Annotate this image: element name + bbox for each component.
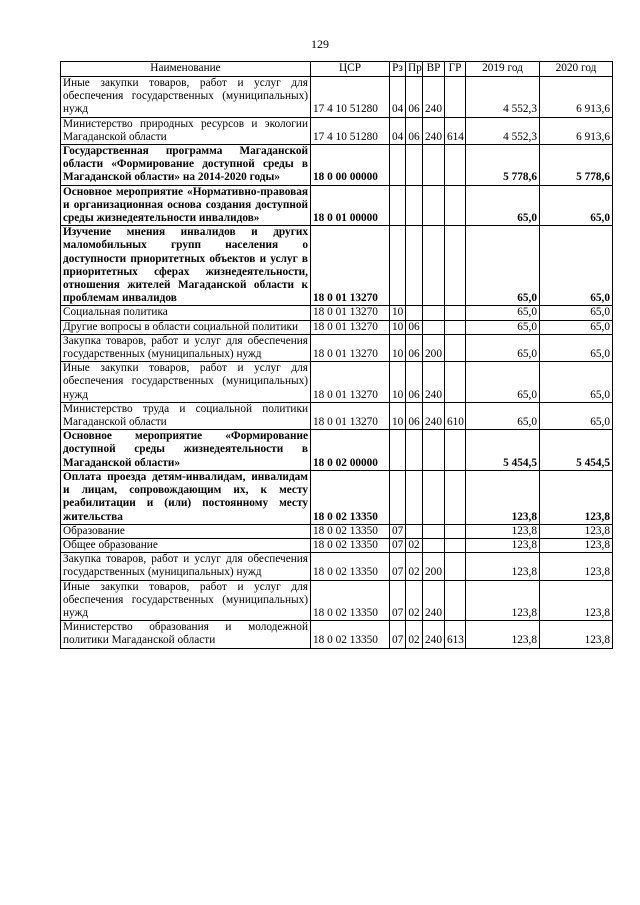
- cell-gr: [445, 524, 466, 538]
- cell-vr: 240: [423, 362, 445, 403]
- cell-csr: 18 0 01 13270: [311, 334, 390, 361]
- cell-pr: [406, 226, 423, 306]
- cell-csr: 18 0 01 13270: [311, 402, 390, 429]
- cell-gr: [445, 320, 466, 334]
- cell-csr: 18 0 01 13270: [311, 362, 390, 403]
- cell-name: Министерство труда и социальной политики Магаданской области: [61, 402, 311, 429]
- cell-2020: 65,0: [540, 334, 613, 361]
- cell-2019: 65,0: [466, 402, 540, 429]
- cell-name: Основное мероприятие «Формирование доступной среды жизнедеятельности в Магаданской области»: [61, 430, 311, 471]
- cell-name: Министерство образования и молодежной политики Магаданской области: [61, 621, 311, 648]
- cell-name: Закупка товаров, работ и услуг для обеспечения государственных (муниципальных) нужд: [61, 334, 311, 361]
- cell-2020: 6 913,6: [540, 117, 613, 144]
- cell-name: Основное мероприятие «Нормативно-правовая и организационная основа создания доступной среды жизнедеятельности инвалидов»: [61, 185, 311, 226]
- table-row: [61, 402, 613, 429]
- cell-pr: [406, 145, 423, 186]
- cell-pr: 06: [406, 402, 423, 429]
- table-row: [61, 117, 613, 144]
- cell-2019: 123,8: [466, 621, 540, 648]
- cell-name: Оплата проезда детям-инвалидам, инвалидам и лицам, сопровождающим их, к месту реабилитации и (или) постоянному месту жительства: [61, 470, 311, 524]
- cell-rz: 10: [390, 362, 406, 403]
- cell-gr: [445, 553, 466, 580]
- cell-csr: 18 0 02 13350: [311, 621, 390, 648]
- cell-name: Иные закупки товаров, работ и услуг для обеспечения государственных (муниципальных) нужд: [61, 580, 311, 621]
- cell-2019: 5 454,5: [466, 430, 540, 471]
- header-csr: ЦСР: [311, 62, 390, 77]
- table-row: [61, 553, 613, 580]
- cell-vr: [423, 306, 445, 320]
- cell-name: Закупка товаров, работ и услуг для обеспечения государственных (муниципальных) нужд: [61, 553, 311, 580]
- cell-csr: 18 0 02 13350: [311, 524, 390, 538]
- cell-2020: 123,8: [540, 621, 613, 648]
- cell-gr: 610: [445, 402, 466, 429]
- cell-csr: 18 0 00 00000: [311, 145, 390, 186]
- cell-2020: 65,0: [540, 226, 613, 306]
- cell-gr: [445, 145, 466, 186]
- cell-rz: 07: [390, 621, 406, 648]
- cell-csr: 18 0 02 13350: [311, 470, 390, 524]
- cell-vr: [423, 145, 445, 186]
- cell-vr: [423, 538, 445, 552]
- cell-name: Иные закупки товаров, работ и услуг для обеспечения государственных (муниципальных) нужд: [61, 77, 311, 118]
- cell-2019: 123,8: [466, 538, 540, 552]
- cell-rz: 10: [390, 402, 406, 429]
- cell-2019: 4 552,3: [466, 117, 540, 144]
- cell-pr: [406, 430, 423, 471]
- table-row: [61, 306, 613, 320]
- cell-vr: [423, 226, 445, 306]
- cell-csr: 18 0 02 13350: [311, 580, 390, 621]
- cell-pr: 06: [406, 362, 423, 403]
- cell-rz: 07: [390, 553, 406, 580]
- cell-rz: [390, 226, 406, 306]
- cell-rz: 07: [390, 580, 406, 621]
- table-row: [61, 145, 613, 186]
- cell-2019: 65,0: [466, 362, 540, 403]
- cell-gr: 614: [445, 117, 466, 144]
- cell-rz: 10: [390, 306, 406, 320]
- cell-csr: 17 4 10 51280: [311, 77, 390, 118]
- cell-vr: 200: [423, 334, 445, 361]
- table-row: [61, 77, 613, 118]
- cell-csr: 18 0 02 00000: [311, 430, 390, 471]
- table-body: [61, 77, 613, 649]
- table-header-row: [61, 62, 613, 77]
- table-row: [61, 334, 613, 361]
- table-row: [61, 621, 613, 648]
- cell-2019: 5 778,6: [466, 145, 540, 186]
- cell-csr: 18 0 01 13270: [311, 320, 390, 334]
- cell-pr: 06: [406, 320, 423, 334]
- cell-2020: 65,0: [540, 320, 613, 334]
- cell-gr: [445, 185, 466, 226]
- cell-csr: 18 0 01 13270: [311, 306, 390, 320]
- cell-csr: 18 0 02 13350: [311, 538, 390, 552]
- cell-vr: 240: [423, 77, 445, 118]
- cell-rz: [390, 145, 406, 186]
- cell-2019: 65,0: [466, 334, 540, 361]
- cell-rz: [390, 430, 406, 471]
- cell-pr: 06: [406, 117, 423, 144]
- cell-csr: 18 0 01 00000: [311, 185, 390, 226]
- cell-2020: 123,8: [540, 470, 613, 524]
- cell-rz: [390, 470, 406, 524]
- table-row: [61, 580, 613, 621]
- cell-vr: 200: [423, 553, 445, 580]
- cell-2019: 65,0: [466, 306, 540, 320]
- cell-rz: 10: [390, 334, 406, 361]
- header-rz: Рз: [390, 62, 406, 77]
- cell-vr: [423, 320, 445, 334]
- cell-gr: [445, 538, 466, 552]
- cell-2020: 123,8: [540, 553, 613, 580]
- header-name: Наименование: [61, 62, 311, 77]
- cell-2019: 65,0: [466, 226, 540, 306]
- cell-rz: 04: [390, 77, 406, 118]
- header-2020: 2020 год: [540, 62, 613, 77]
- cell-gr: [445, 226, 466, 306]
- cell-pr: 06: [406, 334, 423, 361]
- cell-2019: 4 552,3: [466, 77, 540, 118]
- cell-2019: 123,8: [466, 470, 540, 524]
- cell-rz: 10: [390, 320, 406, 334]
- cell-csr: 18 0 01 13270: [311, 226, 390, 306]
- cell-rz: [390, 185, 406, 226]
- cell-2019: 123,8: [466, 553, 540, 580]
- cell-2020: 123,8: [540, 538, 613, 552]
- cell-csr: 17 4 10 51280: [311, 117, 390, 144]
- cell-csr: 18 0 02 13350: [311, 553, 390, 580]
- cell-name: Иные закупки товаров, работ и услуг для обеспечения государственных (муниципальных) нужд: [61, 362, 311, 403]
- cell-pr: 02: [406, 580, 423, 621]
- cell-pr: [406, 524, 423, 538]
- table-row: [61, 226, 613, 306]
- cell-vr: 240: [423, 580, 445, 621]
- cell-gr: [445, 334, 466, 361]
- cell-pr: 02: [406, 553, 423, 580]
- cell-name: Государственная программа Магаданской области «Формирование доступной среды в Магаданской области» на 2014-2020 годы»: [61, 145, 311, 186]
- cell-2020: 5 454,5: [540, 430, 613, 471]
- cell-vr: [423, 470, 445, 524]
- table-row: [61, 362, 613, 403]
- cell-pr: [406, 185, 423, 226]
- cell-pr: 06: [406, 77, 423, 118]
- cell-vr: 240: [423, 117, 445, 144]
- table-row: [61, 320, 613, 334]
- header-pr: Пр: [406, 62, 423, 77]
- cell-name: Изучение мнения инвалидов и других маломобильных групп населения о доступности приоритетных объектов и услуг в приоритетных сферах жизнедеятельности, отношения жителей Магаданской области к проблемам инвалидов: [61, 226, 311, 306]
- table-row: [61, 185, 613, 226]
- cell-pr: [406, 470, 423, 524]
- cell-2020: 65,0: [540, 185, 613, 226]
- cell-gr: [445, 362, 466, 403]
- cell-vr: 240: [423, 621, 445, 648]
- cell-2020: 65,0: [540, 362, 613, 403]
- cell-pr: 02: [406, 538, 423, 552]
- cell-name: Другие вопросы в области социальной политики: [61, 320, 311, 334]
- cell-2020: 123,8: [540, 524, 613, 538]
- header-2019: 2019 год: [466, 62, 540, 77]
- cell-gr: [445, 306, 466, 320]
- cell-name: Министерство природных ресурсов и экологии Магаданской области: [61, 117, 311, 144]
- table-row: [61, 538, 613, 552]
- cell-gr: [445, 77, 466, 118]
- cell-name: Общее образование: [61, 538, 311, 552]
- cell-vr: [423, 430, 445, 471]
- table-row: [61, 470, 613, 524]
- cell-rz: 07: [390, 538, 406, 552]
- table-row: [61, 524, 613, 538]
- cell-name: Образование: [61, 524, 311, 538]
- header-vr: ВР: [423, 62, 445, 77]
- cell-pr: 02: [406, 621, 423, 648]
- page-number: 129: [311, 37, 329, 51]
- cell-vr: 240: [423, 402, 445, 429]
- cell-2019: 123,8: [466, 580, 540, 621]
- cell-gr: [445, 580, 466, 621]
- cell-2019: 65,0: [466, 185, 540, 226]
- cell-2020: 65,0: [540, 306, 613, 320]
- cell-pr: [406, 306, 423, 320]
- cell-vr: [423, 185, 445, 226]
- cell-gr: 613: [445, 621, 466, 648]
- cell-2019: 65,0: [466, 320, 540, 334]
- table-row: [61, 430, 613, 471]
- header-gr: ГР: [445, 62, 466, 77]
- cell-2020: 123,8: [540, 580, 613, 621]
- cell-2020: 5 778,6: [540, 145, 613, 186]
- cell-name: Социальная политика: [61, 306, 311, 320]
- cell-2020: 6 913,6: [540, 77, 613, 118]
- cell-vr: [423, 524, 445, 538]
- budget-table: [60, 61, 613, 649]
- cell-2020: 65,0: [540, 402, 613, 429]
- cell-rz: 04: [390, 117, 406, 144]
- cell-gr: [445, 430, 466, 471]
- cell-rz: 07: [390, 524, 406, 538]
- cell-2019: 123,8: [466, 524, 540, 538]
- cell-gr: [445, 470, 466, 524]
